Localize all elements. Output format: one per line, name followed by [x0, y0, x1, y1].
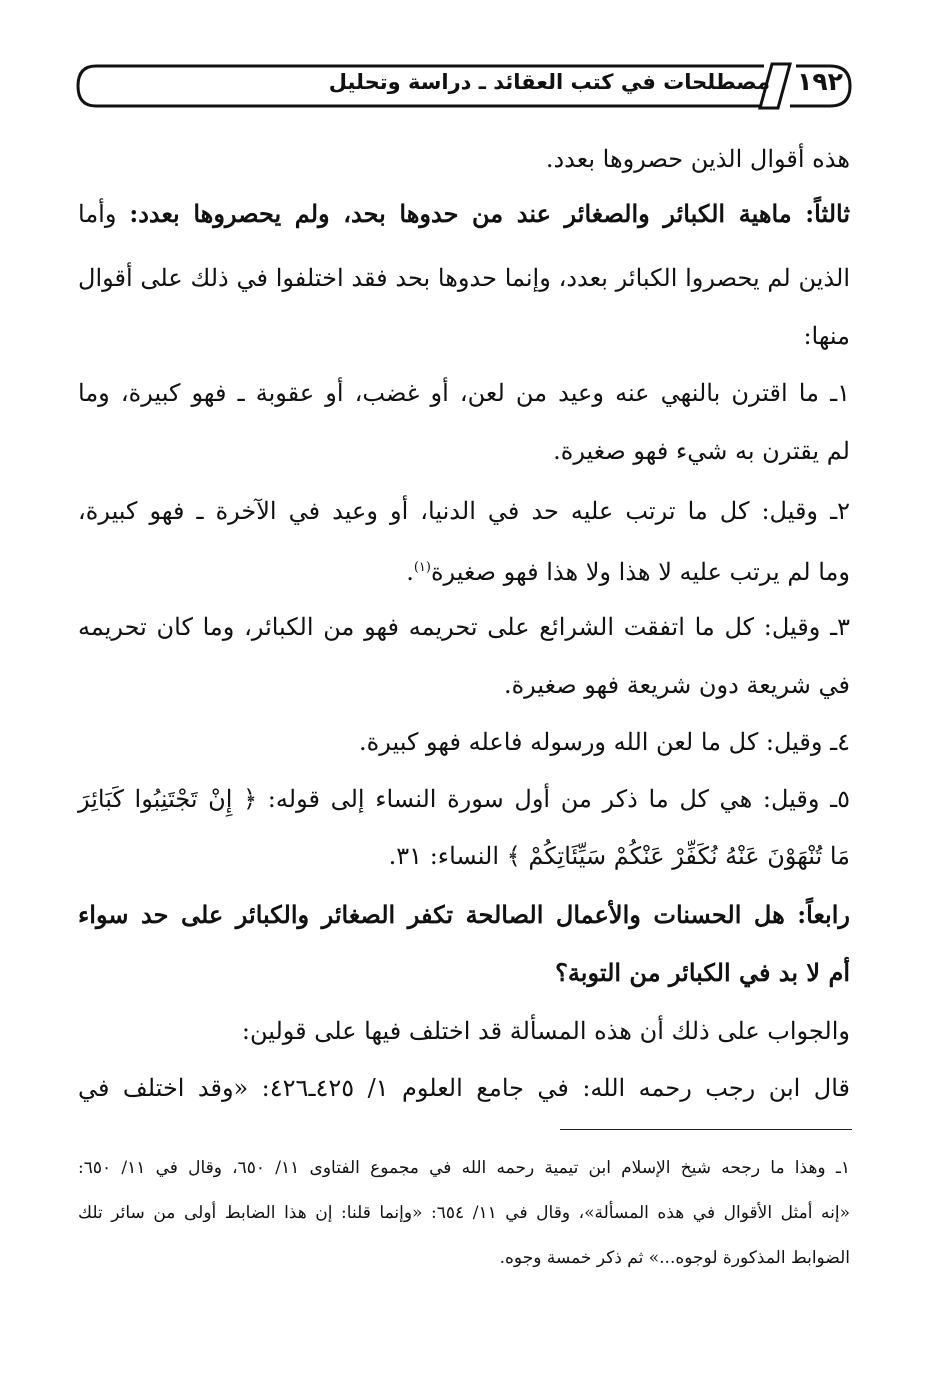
quran-verse: ﴿ إِنْ تَجْتَنِبُوا كَبَائِرَ: [78, 785, 258, 813]
section-heading: ثالثاً: ماهية الكبائر والصغائر عند من حدوها بحد، ولم يحصروها بعدد:: [129, 199, 850, 228]
footnote-line: الضوابط المذكورة لوجوه...» ثم ذكر خمسة وجوه.: [499, 1248, 850, 1268]
list-item-2: ٢ـ وقيل: كل ما ترتب عليه حد في الدنيا، أو وعيد في الآخرة ـ فهو كبيرة،: [78, 497, 850, 525]
text-line: هذه أقوال الذين حصروها بعدد.: [545, 145, 850, 173]
text-span: النساء: ٣١.: [388, 842, 507, 870]
text-line: قال ابن رجب رحمه الله: في جامع العلوم ١/ ٤٢٥ـ٤٢٦: «وقد اختلف في: [78, 1074, 850, 1102]
list-item-3: ٣ـ وقيل: كل ما اتفقت الشرائع على تحريمه فهو من الكبائر، وما كان تحريمه: [78, 613, 850, 641]
footnote-divider: [560, 1129, 852, 1130]
section-heading-cont: أم لا بد في الكبائر من التوبة؟: [555, 958, 850, 987]
text-line: والجواب على ذلك أن هذه المسألة قد اختلف فيها على قولين:: [241, 1017, 850, 1045]
footnote-reference: (١): [413, 560, 431, 575]
text-span: .: [406, 558, 414, 586]
text-line: لم يقترن به شيء فهو صغيرة.: [553, 437, 850, 465]
text-span: وما لم يرتب عليه لا هذا ولا هذا فهو صغيرة: [430, 558, 850, 586]
page-number: ١٩٢: [797, 67, 843, 96]
footnote-line: «إنه أمثل الأقوال في هذه المسألة»، وقال في ١١/ ٦٥٤: «وإنما قلنا: إن هذا الضابط أولى من سائر تلك: [78, 1203, 850, 1223]
list-item-1: ١ـ ما اقترن بالنهي عنه وعيد من لعن، أو غضب، أو عقوبة ـ فهو كبيرة، وما: [78, 379, 850, 407]
section-heading: رابعاً: هل الحسنات والأعمال الصالحة تكفر الصغائر والكبائر على حد سواء: [78, 900, 850, 929]
text-line: [78, 194, 850, 234]
list-item-5: [78, 779, 850, 819]
text-span: وأما: [78, 200, 130, 228]
list-item-4: ٤ـ وقيل: كل ما لعن الله ورسوله فاعله فهو كبيرة.: [359, 728, 850, 756]
text-line: [406, 548, 850, 592]
running-title: مصطلحات في كتب العقائد ـ دراسة وتحليل: [328, 70, 770, 94]
text-span: ٥ـ وقيل: هي كل ما ذكر من أول سورة النساء إلى قوله:: [257, 785, 850, 813]
text-line: [389, 836, 850, 876]
quran-verse: مَا تُنْهَوْنَ عَنْهُ نُكَفِّرْ عَنْكُمْ سَيِّئَاتِكُمْ ﴾: [506, 842, 850, 870]
text-line: منها:: [803, 322, 850, 350]
text-line: الذين لم يحصروا الكبائر بعدد، وإنما حدوها بحد فقد اختلفوا في ذلك على أقوال: [78, 264, 850, 292]
footnote-line: ١ـ وهذا ما رجحه شيخ الإسلام ابن تيمية رحمه الله في مجموع الفتاوى ١١/ ٦٥٠، وقال في ١١/ ٦٥٠:: [78, 1158, 850, 1178]
text-line: في شريعة دون شريعة فهو صغيرة.: [503, 671, 850, 699]
